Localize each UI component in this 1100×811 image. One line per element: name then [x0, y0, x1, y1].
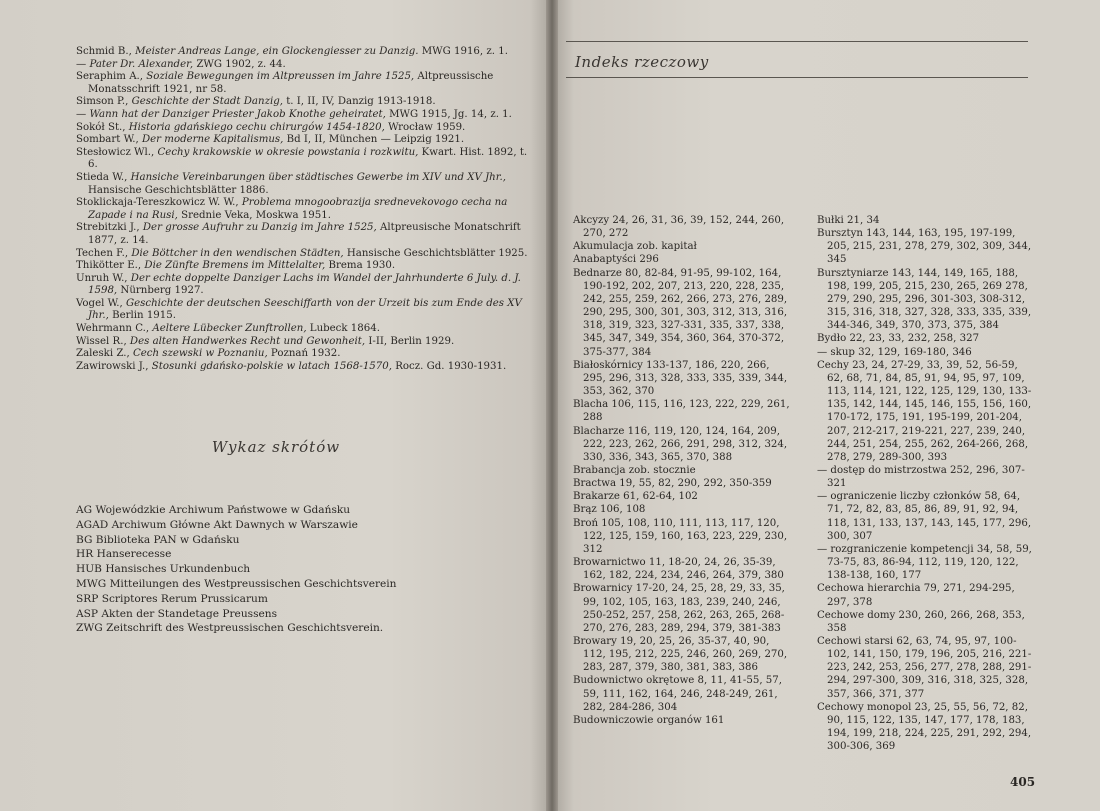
top-rule	[566, 41, 1028, 42]
index-entry: Cechy 23, 24, 27-29, 33, 39, 52, 56-59, 62, 68, 71, 84, 85, 91, 94, 95, 97, 109, 113, 114, 121, 122, 125, 129, 130, 133-135, 142, 144, 145, 146, 155, 156, 160, 170-172, 175, 191, 195-199, 201-204, 207, 212-217, 219-221, 227, 239, 240, 244, 251, 254, 255, 262, 264-266, 268, 278, 279, 289-300, 393	[817, 359, 1032, 463]
bibliography-details: Hansische Geschichtsblätter 1925.	[343, 247, 528, 259]
abbreviations-title: Wykaz skrótów	[211, 438, 341, 456]
abbreviation-item: HR Hanserecesse	[76, 548, 172, 561]
bibliography-details: Hansische Geschichtsblätter 1886.	[88, 184, 269, 196]
index-entry: — dostęp do mistrzostwa 252, 296, 307-321	[817, 464, 1025, 490]
bibliography-author: Techen F.,	[76, 247, 132, 259]
bibliography-title: Geschichte der Stadt Danzig,	[131, 96, 283, 108]
abbreviation-item: ASP Akten der Standetage Preussens	[76, 607, 278, 620]
bibliography-details: Lubeck 1864.	[306, 323, 380, 335]
bibliography-entry	[76, 172, 538, 197]
bibliography-details: Brema 1930.	[325, 260, 396, 272]
index-entry: — ograniczenie liczby członków 58, 64, 71, 72, 82, 83, 85, 86, 89, 91, 92, 94, 118, 131, 133, 137, 143, 145, 177, 296, 300, 307	[817, 491, 1032, 542]
index-entry: Cechowe domy 230, 260, 266, 268, 353, 358	[817, 609, 1025, 634]
bibliography-details: t. I, II, IV, Danzig 1913-1918.	[282, 96, 436, 108]
bibliography-entry	[76, 323, 538, 336]
index-entry: Cechowy monopol 23, 25, 55, 56, 72, 82, 90, 115, 122, 135, 147, 177, 178, 183, 194, 199, 218, 224, 225, 291, 292, 294, 300-306, 369	[817, 701, 1032, 753]
abbreviation-item: AGAD Archiwum Główne Akt Dawnych w Warszawie	[76, 518, 358, 531]
bibliography-details: I-II, Berlin 1929.	[365, 335, 455, 347]
bibliography-author: Sombart W.,	[76, 134, 142, 146]
abbreviation-item: AG Wojewódzkie Archiwum Państwowe w Gdańsku	[76, 504, 351, 516]
bibliography-entry	[76, 46, 538, 59]
bibliography-entry	[76, 197, 538, 222]
bibliography-title: Historia gdańskiego cechu chirurgów 1454-1820,	[128, 121, 385, 133]
bibliography-details: Wrocław 1959.	[384, 121, 466, 133]
bibliography-title: Die Böttcher in den wendischen Städten,	[131, 247, 344, 259]
bibliography-author: Stoklickaja-Tereszkowicz W. W.,	[76, 197, 242, 209]
bibliography-author: —	[76, 108, 90, 120]
index-entry: Cechowi starsi 62, 63, 74, 95, 97, 100-102, 141, 150, 179, 196, 205, 216, 221-223, 242, 253, 256, 277, 278, 288, 291-294, 297-300, 309, 316, 318, 325, 328, 357, 366, 371, 377	[817, 636, 1032, 700]
index-title: Indeks rzeczowy	[575, 53, 709, 71]
index-entry: Cechowa hierarchia 79, 271, 294-295, 297, 378	[817, 583, 1015, 608]
index-entry: Bydło 22, 23, 33, 232, 258, 327	[817, 333, 980, 345]
bibliography-entry	[76, 134, 538, 147]
bibliography-author: Thikötter E.,	[76, 260, 145, 272]
abbreviation-item: MWG Mitteilungen des Westpreussischen Geschichtsverein	[76, 577, 397, 590]
index-entry: Budowniczowie organów 161	[573, 714, 725, 726]
bibliography-author: Wissel R.,	[76, 335, 130, 347]
bibliography-details: Nürnberg 1927.	[117, 285, 204, 297]
bibliography-author: Strebitzki J.,	[76, 222, 143, 234]
bibliography-entry	[76, 248, 538, 261]
index-entry: Broń 105, 108, 110, 111, 113, 117, 120, 122, 125, 159, 160, 163, 223, 229, 230, 312	[573, 517, 788, 555]
abbreviation-item: HUB Hansisches Urkundenbuch	[76, 563, 251, 576]
index-entry: Bułki 21, 34	[817, 215, 880, 226]
bibliography-title: Cech szewski w Poznaniu,	[132, 348, 268, 360]
index-entry: Białoskórnicy 133-137, 186, 220, 266, 295, 296, 313, 328, 333, 335, 339, 344, 353, 362, 370	[573, 359, 788, 398]
bibliography-author: Sokół St.,	[76, 121, 129, 133]
index-entry: Brąz 106, 108	[573, 504, 646, 516]
bibliography-details: Poznań 1932.	[267, 348, 341, 360]
index-column-2	[817, 214, 1035, 753]
index-entry: Akumulacja zob. kapitał	[573, 241, 697, 253]
bibliography-entry	[76, 59, 538, 72]
bibliography-details: Srednie Veka, Moskwa 1951.	[177, 209, 331, 221]
index-entry: Akcyzy 24, 26, 31, 36, 39, 152, 244, 260, 270, 272	[573, 215, 785, 240]
bibliography-details: ZWG 1902, z. 44.	[193, 58, 286, 70]
bibliography-entry	[76, 96, 538, 109]
bibliography-details: MWG 1916, z. 1.	[418, 46, 508, 57]
bibliography-title: Geschichte der deutschen Seeschiffarth von der Urzeit bis zum Ende des XV Jhr.,	[88, 297, 522, 322]
bibliography-author: Stesłowicz Wl.,	[76, 146, 158, 158]
index-entry: Brakarze 61, 62-64, 102	[573, 491, 698, 503]
bibliography-details: Rocz. Gd. 1930-1931.	[391, 360, 507, 372]
book-gutter	[546, 0, 558, 811]
abbreviation-item: BG Biblioteka PAN w Gdańsku	[76, 533, 240, 546]
bibliography-title: Wann hat der Danziger Priester Jakob Knothe geheiratet,	[89, 108, 386, 120]
bibliography-author: Zawirowski J.,	[76, 360, 152, 372]
bibliography-details: Bd I, II, München — Leipzig 1921.	[283, 134, 465, 146]
index-column-1	[573, 214, 795, 727]
bibliography-title: Der echte doppelte Danziger Lachs im Wandel der Jahrhunderte 6 July. d. J. 1598,	[88, 272, 521, 297]
index-entry: Bursztyniarze 143, 144, 149, 165, 188, 198, 199, 205, 215, 230, 265, 269 278, 279, 290, 295, 296, 301-303, 308-312, 315, 316, 318, 327, 328, 333, 335, 339, 344-346, 349, 370, 373, 375, 384	[817, 267, 1032, 332]
bibliography-entry	[76, 71, 538, 96]
bibliography-author: Simson P.,	[76, 96, 132, 108]
bibliography-entry	[76, 336, 538, 349]
bibliography-author: Wehrmann C.,	[76, 323, 153, 335]
index-entry: Bractwa 19, 55, 82, 290, 292, 350-359	[573, 478, 772, 490]
bibliography-title: Hansiche Vereinbarungen über städtisches Gewerbe im XIV und XV Jhr.,	[130, 171, 506, 183]
bibliography-details: Altpreussische Monatsschrift 1921, nr 58.	[88, 71, 494, 95]
index-entry: Blacha 106, 115, 116, 123, 222, 229, 261, 288	[573, 399, 790, 424]
page-number: 405	[1010, 775, 1036, 789]
bibliography-title: Pater Dr. Alexander,	[89, 58, 194, 70]
bibliography-author: Schmid B.,	[76, 46, 136, 57]
bibliography-author: Seraphim A.,	[76, 71, 147, 83]
bibliography-details: MWG 1915, Jg. 14, z. 1.	[385, 108, 512, 120]
bibliography-title: Meister Andreas Lange, ein Glockengiesser zu Danzig.	[135, 46, 419, 57]
index-entry: Browarnictwo 11, 18-20, 24, 26, 35-39, 162, 182, 224, 234, 246, 264, 379, 380	[573, 557, 784, 582]
abbreviation-item: ZWG Zeitschrift des Westpreussischen Geschichtsverein.	[76, 622, 384, 635]
bibliography-title: Soziale Bewegungen im Altpreussen im Jahre 1525,	[146, 71, 415, 83]
index-entry: Bednarze 80, 82-84, 91-95, 99-102, 164, 190-192, 202, 207, 213, 220, 228, 235, 242, 255, 259, 262, 266, 273, 276, 289, 290, 295, 300, 301, 303, 312, 313, 316, 318, 319, 323, 327-331, 335, 337, 338, 345, 347, 349, 354, 360, 364, 370-372, 375-377, 384	[573, 267, 788, 358]
bibliography-details: Altpreusische Monatschrift 1877, z. 14.	[88, 222, 521, 246]
bibliography-title: Der moderne Kapitalismus,	[141, 134, 284, 146]
bibliography-list	[76, 46, 538, 373]
bibliography-entry	[76, 273, 538, 298]
abbreviation-item: SRP Scriptores Rerum Prussicarum	[76, 592, 268, 605]
bibliography-author: Unruh W.,	[76, 272, 131, 284]
index-entry: Bursztyn 143, 144, 163, 195, 197-199, 205, 215, 231, 278, 279, 302, 309, 344, 345	[817, 228, 1032, 266]
abbreviations-list	[76, 503, 516, 636]
index-entry: — skup 32, 129, 169-180, 346	[817, 346, 972, 358]
index-entry: Anabaptyści 296	[573, 254, 659, 266]
bibliography-entry	[76, 147, 538, 172]
bibliography-title: Cechy krakowskie w okresie powstania i rozkwitu,	[157, 146, 419, 158]
bibliography-details: Berlin 1915.	[108, 310, 176, 322]
bibliography-author: —	[76, 58, 90, 70]
bibliography-title: Problema mnogoobrazija srednevekovogo cecha na Zapade i na Rusi,	[88, 197, 508, 221]
bibliography-title: Der grosse Aufruhr zu Danzig im Jahre 1525,	[142, 222, 377, 234]
bibliography-entry	[76, 298, 538, 323]
index-entry: Browary 19, 20, 25, 26, 35-37, 40, 90, 112, 195, 212, 225, 246, 260, 269, 270, 283, 287, 379, 380, 381, 383, 386	[573, 636, 788, 674]
bibliography-author: Stieda W.,	[76, 171, 131, 183]
bibliography-entry	[76, 260, 538, 273]
title-rule	[566, 77, 1028, 78]
bibliography-title: Die Zünfte Bremens im Mittelalter,	[144, 260, 326, 272]
bibliography-title: Stosunki gdańsko-polskie w latach 1568-1570,	[151, 360, 392, 372]
bibliography-entry	[76, 122, 538, 135]
bibliography-entry	[76, 222, 538, 247]
index-entry: — rozgraniczenie kompetencji 34, 58, 59, 73-75, 83, 86-94, 112, 119, 120, 122, 138-138, 160, 177	[817, 543, 1032, 582]
bibliography-entry	[76, 109, 538, 122]
bibliography-title: Des alten Handwerkes Recht und Gewonheit,	[129, 335, 366, 347]
index-entry: Browarnicy 17-20, 24, 25, 28, 29, 33, 35, 99, 102, 105, 163, 183, 239, 240, 246, 250-252, 257, 258, 262, 263, 265, 268-270, 276, 283, 289, 294, 379, 381-383	[573, 583, 785, 634]
bibliography-title: Aeltere Lübecker Zunftrollen,	[152, 323, 307, 335]
index-entry: Budownictwo okrętowe 8, 11, 41-55, 57, 59, 111, 162, 164, 246, 248-249, 261, 282, 284-286, 304	[573, 675, 782, 713]
bibliography-entry	[76, 348, 538, 361]
bibliography-author: Zaleski Z.,	[76, 348, 133, 360]
bibliography-details: Kwart. Hist. 1892, t. 6.	[88, 146, 528, 171]
bibliography-author: Vogel W.,	[76, 297, 127, 309]
index-entry: Blacharze 116, 119, 120, 124, 164, 209, 222, 223, 262, 266, 291, 298, 312, 324, 330, 336, 343, 365, 370, 388	[573, 425, 788, 463]
bibliography-entry	[76, 361, 538, 374]
index-entry: Brabancja zob. stocznie	[573, 464, 696, 476]
